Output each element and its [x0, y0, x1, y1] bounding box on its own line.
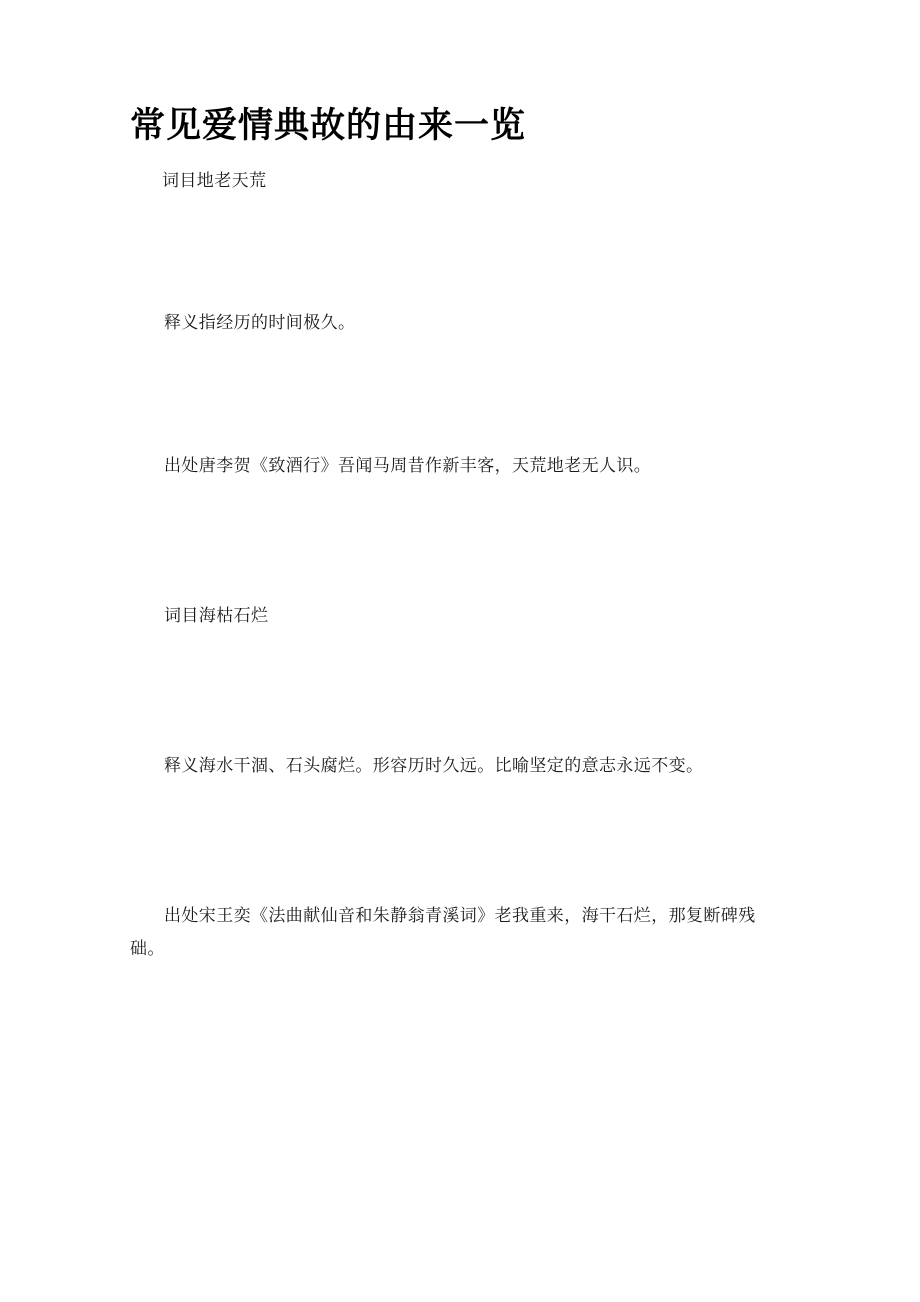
spacer	[130, 197, 790, 307]
entry-1-definition: 释义指经历的时间极久。	[164, 313, 356, 333]
entry-2-term: 词目海枯石烂	[164, 605, 269, 625]
spacer	[130, 782, 790, 900]
entry-1-term: 词目地老天荒	[162, 171, 267, 190]
spacer	[130, 632, 790, 750]
spacer	[130, 147, 790, 165]
spacer	[130, 482, 790, 600]
entry-2-definition: 释义海水干涸、石头腐烂。形容历时久远。比喻坚定的意志永远不变。	[164, 756, 704, 776]
spacer	[130, 340, 790, 450]
entry-1-source: 出处唐李贺《致酒行》吾闻马周昔作新丰客，天荒地老无人识。	[164, 455, 652, 475]
page-title: 常见爱情典故的由来一览	[130, 106, 527, 145]
entry-1	[130, 165, 790, 482]
entry-2	[130, 600, 790, 965]
entry-2-source: 出处宋王奕《法曲献仙音和朱静翁青溪词》老我重来，海干石烂，那复断碑残础。	[130, 906, 756, 958]
